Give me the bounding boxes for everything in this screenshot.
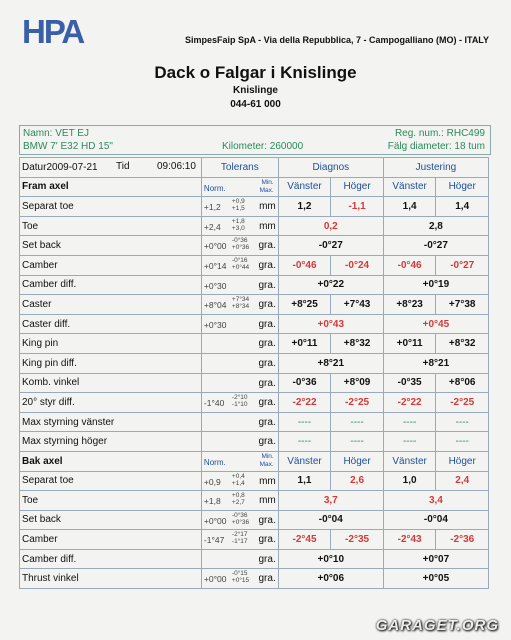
diagnosis-right-header: Höger [331, 177, 384, 197]
tolerance-cell [201, 314, 278, 334]
unit-label: gra. [258, 514, 276, 526]
adjustment-value: +0°05 [383, 569, 488, 589]
norm-value: +0°00 [203, 574, 227, 585]
diagnosis-value: -0°04 [278, 510, 383, 530]
adjustment-value: +0°07 [383, 549, 488, 569]
diagnosis-value: +8°21 [278, 353, 383, 373]
table-row [20, 216, 489, 236]
unit-label: gra. [258, 240, 276, 252]
measurement-time: 09:06:10 [157, 161, 196, 172]
unit-label: mm [259, 495, 276, 507]
tolerance-upper: -2°10 [231, 394, 248, 402]
adjustment-right-value: +7°38 [436, 295, 489, 315]
diagnosis-right-value: ---- [331, 432, 384, 452]
row-label: Camber [20, 255, 202, 275]
row-label: Caster diff. [20, 314, 202, 334]
tolerance-cell [201, 412, 278, 432]
tolerance-header: Tolerans [201, 158, 278, 178]
row-label: Komb. vinkel [20, 373, 202, 393]
unit-label: gra. [258, 299, 276, 311]
diagnosis-header: Diagnos [278, 158, 383, 178]
diagnosis-left-header: Vänster [278, 451, 331, 471]
diagnosis-left-value: -0°46 [278, 255, 331, 275]
unit-label: gra. [258, 573, 276, 585]
row-label: Toe [20, 216, 202, 236]
date-time-cell [20, 158, 202, 178]
tolerance-cell [201, 236, 278, 256]
adjustment-left-value: -2°22 [383, 393, 436, 413]
tolerance-cell [201, 432, 278, 452]
norm-header: Norm. [203, 183, 226, 193]
diagnosis-right-value: -1,1 [331, 197, 384, 217]
tolerance-upper: +7°34 [231, 296, 250, 304]
table-row [20, 236, 489, 256]
mileage: Kilometer: 260000 [222, 141, 304, 152]
unit-label: gra. [258, 357, 276, 369]
tolerance-upper: -0°15 [231, 570, 248, 578]
adjustment-value: 3,4 [383, 491, 488, 511]
tolerance-lower: +0°36 [231, 244, 250, 252]
table-row [20, 275, 489, 295]
table-row [20, 197, 489, 217]
diagnosis-right-value: -0°24 [331, 255, 384, 275]
max-header: Max. [259, 460, 274, 468]
diagnosis-value: +0°22 [278, 275, 383, 295]
hpa-logo [22, 14, 98, 46]
adjustment-right-value: ---- [436, 412, 489, 432]
diagnosis-value: 0,2 [278, 216, 383, 236]
tolerance-upper: -0°36 [231, 237, 248, 245]
unit-label: mm [259, 201, 276, 213]
adjustment-left-value: -2°43 [383, 530, 436, 550]
row-label: Separat toe [20, 471, 202, 491]
table-row [20, 353, 489, 373]
adjustment-value: +8°21 [383, 353, 488, 373]
adjustment-header: Justering [383, 158, 488, 178]
norm-value: +0°14 [203, 260, 227, 271]
report-phone: 044-61 000 [230, 99, 281, 110]
adjustment-left-header: Vänster [383, 177, 436, 197]
registration-number: Reg. num.: RHC499 [394, 128, 485, 139]
tolerance-lower: +3,0 [231, 224, 245, 232]
row-label: Max styrning vänster [20, 412, 202, 432]
rear-section-title: Bak axel [20, 451, 202, 471]
diagnosis-left-value: +0°11 [278, 334, 331, 354]
norm-value: +0°00 [203, 241, 227, 252]
adjustment-right-value: -0°27 [436, 255, 489, 275]
table-row [20, 510, 489, 530]
norm-value: +0°30 [203, 280, 227, 291]
tolerance-cell [201, 471, 278, 491]
adjustment-value: -0°04 [383, 510, 488, 530]
alignment-table [19, 157, 489, 589]
adjustment-value: +0°19 [383, 275, 488, 295]
tolerance-upper: -2°17 [231, 531, 248, 539]
diagnosis-right-value: +8°32 [331, 334, 384, 354]
norm-value: +1,8 [203, 496, 221, 507]
tolerance-cell [201, 255, 278, 275]
table-row [20, 314, 489, 334]
adjustment-left-value: 1,4 [383, 197, 436, 217]
diagnosis-left-value: +8°25 [278, 295, 331, 315]
diagnosis-left-value: -0°36 [278, 373, 331, 393]
table-row [20, 530, 489, 550]
table-row [20, 491, 489, 511]
table-row [20, 295, 489, 315]
tolerance-upper: +0,4 [231, 472, 245, 480]
company-address: SimpesFaip SpA - Via della Repubblica, 7 - Campogalliano (MO) - ITALY [184, 35, 489, 45]
table-row [20, 334, 489, 354]
table-row [20, 373, 489, 393]
tolerance-lower: +1,4 [231, 479, 245, 487]
adjustment-value: +0°45 [383, 314, 488, 334]
adjustment-right-header: Höger [436, 451, 489, 471]
norm-value: +8°04 [203, 300, 227, 311]
unit-label: gra. [258, 436, 276, 448]
max-header: Max. [259, 186, 274, 194]
adjustment-right-value: 1,4 [436, 197, 489, 217]
row-label: King pin [20, 334, 202, 354]
row-label: Set back [20, 236, 202, 256]
adjustment-left-value: 1,0 [383, 471, 436, 491]
tolerance-lower: -1°10 [231, 401, 248, 409]
front-section-title: Fram axel [20, 177, 202, 197]
report-title: Dack o Falgar i Knislinge [154, 63, 357, 82]
tolerance-cell [201, 216, 278, 236]
adjustment-left-value: -0°46 [383, 255, 436, 275]
min-max-header [201, 177, 278, 197]
min-header: Min. [261, 178, 274, 186]
diagnosis-value: -0°27 [278, 236, 383, 256]
norm-value: +1,2 [203, 202, 221, 213]
tolerance-lower: -1°17 [231, 538, 248, 546]
table-row [20, 432, 489, 452]
adjustment-value: -0°27 [383, 236, 488, 256]
row-label: King pin diff. [20, 353, 202, 373]
adjustment-left-value: ---- [383, 432, 436, 452]
customer-name: Namn: VET EJ [23, 128, 89, 139]
svg-text:HPA: HPA [22, 14, 84, 46]
rear-section-header [20, 451, 489, 471]
diagnosis-value: +0°43 [278, 314, 383, 334]
adjustment-right-value: ---- [436, 432, 489, 452]
tolerance-cell [201, 530, 278, 550]
report-subtitle: Knislinge [232, 85, 278, 96]
tolerance-lower: +8°34 [231, 303, 250, 311]
diagnosis-left-value: -2°22 [278, 393, 331, 413]
min-header: Min. [261, 452, 274, 460]
norm-value: +0°30 [203, 319, 227, 330]
norm-value: -1°40 [203, 398, 225, 409]
tolerance-cell [201, 295, 278, 315]
tolerance-cell [201, 197, 278, 217]
unit-label: gra. [258, 377, 276, 389]
adjustment-left-value: -0°35 [383, 373, 436, 393]
vehicle-model: BMW 7' E32 HD 15" [23, 141, 113, 152]
unit-label: gra. [258, 259, 276, 271]
table-row [20, 255, 489, 275]
tolerance-cell [201, 373, 278, 393]
diagnosis-left-header: Vänster [278, 177, 331, 197]
measurement-date: Datur2009-07-21 [22, 161, 98, 173]
diagnosis-right-header: Höger [331, 451, 384, 471]
diagnosis-right-value: -2°35 [331, 530, 384, 550]
adjustment-right-value: -2°25 [436, 393, 489, 413]
vehicle-info-box [19, 125, 491, 155]
diagnosis-right-value: +7°43 [331, 295, 384, 315]
norm-value: +2,4 [203, 221, 221, 232]
tolerance-lower: +2,7 [231, 499, 245, 507]
table-row [20, 549, 489, 569]
tolerance-upper: -0°36 [231, 511, 248, 519]
norm-value: -1°47 [203, 535, 225, 546]
unit-label: gra. [258, 416, 276, 428]
front-section-header [20, 177, 489, 197]
adjustment-left-value: +0°11 [383, 334, 436, 354]
rim-diameter: Fälg diameter: 18 tum [387, 141, 485, 152]
diagnosis-left-value: 1,1 [278, 471, 331, 491]
adjustment-right-value: -2°36 [436, 530, 489, 550]
time-label: Tid [116, 161, 130, 172]
unit-label: gra. [258, 397, 276, 409]
row-label: 20° styr diff. [20, 393, 202, 413]
row-label: Set back [20, 510, 202, 530]
diagnosis-left-value: ---- [278, 432, 331, 452]
table-row [20, 569, 489, 589]
diagnosis-value: +0°10 [278, 549, 383, 569]
row-label: Thrust vinkel [20, 569, 202, 589]
norm-header: Norm. [203, 457, 226, 467]
diagnosis-left-value: -2°45 [278, 530, 331, 550]
tolerance-cell [201, 491, 278, 511]
unit-label: gra. [258, 279, 276, 291]
norm-value: +0,9 [203, 476, 221, 487]
tolerance-cell [201, 569, 278, 589]
row-label: Max styrning höger [20, 432, 202, 452]
adjustment-right-value: 2,4 [436, 471, 489, 491]
diagnosis-right-value: -2°25 [331, 393, 384, 413]
adjustment-left-value: +8°23 [383, 295, 436, 315]
tolerance-lower: +1,5 [231, 205, 245, 213]
tolerance-cell [201, 275, 278, 295]
tolerance-cell [201, 353, 278, 373]
row-label: Camber diff. [20, 549, 202, 569]
table-row [20, 412, 489, 432]
unit-label: mm [259, 475, 276, 487]
diagnosis-left-value: 1,2 [278, 197, 331, 217]
row-label: Camber [20, 530, 202, 550]
unit-label: mm [259, 220, 276, 232]
info-row [20, 158, 489, 178]
table-row [20, 393, 489, 413]
diagnosis-right-value: 2,6 [331, 471, 384, 491]
diagnosis-value: +0°06 [278, 569, 383, 589]
adjustment-right-value: +8°32 [436, 334, 489, 354]
diagnosis-value: 3,7 [278, 491, 383, 511]
tolerance-cell [201, 393, 278, 413]
adjustment-right-header: Höger [436, 177, 489, 197]
tolerance-upper: +1,8 [231, 217, 245, 225]
diagnosis-right-value: +8°09 [331, 373, 384, 393]
table-row [20, 471, 489, 491]
norm-value: +0°00 [203, 515, 227, 526]
adjustment-left-header: Vänster [383, 451, 436, 471]
tolerance-upper: -0°16 [231, 256, 248, 264]
min-max-header [201, 451, 278, 471]
row-label: Toe [20, 491, 202, 511]
adjustment-left-value: ---- [383, 412, 436, 432]
adjustment-right-value: +8°06 [436, 373, 489, 393]
tolerance-cell [201, 549, 278, 569]
diagnosis-left-value: ---- [278, 412, 331, 432]
tolerance-upper: +0,9 [231, 198, 245, 206]
diagnosis-right-value: ---- [331, 412, 384, 432]
adjustment-value: 2,8 [383, 216, 488, 236]
tolerance-lower: +0°44 [231, 263, 250, 271]
tolerance-cell [201, 334, 278, 354]
garaget-watermark: GARAGET.ORG [375, 617, 499, 634]
unit-label: gra. [258, 553, 276, 565]
tolerance-lower: +0°36 [231, 518, 250, 526]
unit-label: gra. [258, 338, 276, 350]
tolerance-upper: +0,8 [231, 492, 245, 500]
unit-label: gra. [258, 534, 276, 546]
row-label: Separat toe [20, 197, 202, 217]
unit-label: gra. [258, 318, 276, 330]
row-label: Caster [20, 295, 202, 315]
tolerance-cell [201, 510, 278, 530]
row-label: Camber diff. [20, 275, 202, 295]
tolerance-lower: +0°15 [231, 577, 250, 585]
